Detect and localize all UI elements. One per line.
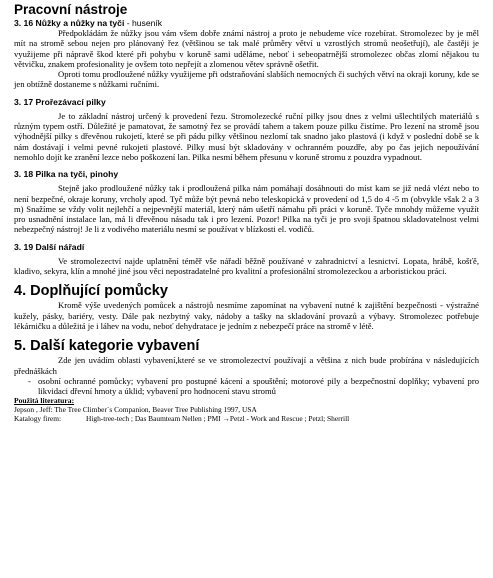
section-3-17-paragraph-1: Je to základní nástroj určený k provedení řezu. Stromolezecké ruční pilky jsou dnes z velmi ušlechtilých materiálů s různým typem ostří. Důležité je pamatovat, že samotný řez se provádí tahem a takem pouze pilku čistíme. Pro lezení na stromě jsou výhodnější pilky s dřevěnou rukojetí, které se při pádu pilky většinou nezlomí tak snadno jako plastová (i když v poslední době se k nám dostávají i velmi pevné rukojeti plastové. Pilky musí být skladovány v ochranném pouzdře, aby po čas jejich nepoužívání nemohlo dojít ke zranění lezce nebo poškození lan. Pilka nesmí během přesunu v koruně stromu z pouzdra vypadnout. — [14, 110, 479, 162]
page-title: Pracovní nástroje — [14, 2, 128, 17]
section-3-16-paragraph-2: Oproti tomu prodloužené nůžky využijeme při odstraňování slabších nemocných či suchých větví na okraji koruny, kde se jen obtížně dostaneme s nůžkami ručními. — [14, 69, 479, 90]
section-4-paragraph-1: Kromě výše uvedených pomůcek a nástrojů nesmíme zapomínat na vybavení nutné k zajištění bezpečnosti - výstražné kužely, pásky, bariéry, vesty. Dále pak nezbytný vaky, nádoby a tašky na skladování provazů a výbavy. Stromolezec potřebuje lékárničku a důležitá je i láhev na vodu, neboť dehydratace je jedním z nebezpečí práce na stromě v létě. — [14, 300, 479, 331]
section-heading-3-17: 3. 17 Prořezávací pilky — [14, 96, 106, 107]
section-heading-3-16 — [14, 18, 479, 28]
section-heading-5: 5. Další kategorie vybavení — [14, 338, 200, 355]
section-3-16-paragraph-1: Předpokládám že nůžky jsou vám všem dobře známí nástroj a proto je nebudeme více rozebírat. Stromolezec by je měl mít na stromě sebou nejen pro plánovaný řez (většinou se tak malé průměry větví u vzrostlých stromů neošetřují), ale častěji je využijeme při nápravě škod které při pohybu v koruně sami uděláme, neboť i sebeopatrnější stromolezec občas zlomí nějakou tu větvičku, znakem profesionality je ovšem toto nepřejít a zlomenou větev správně ošetřit. — [14, 28, 479, 69]
list-item: - osobní ochranné pomůcky; vybavení pro postupné kácení a spouštění; motorové pily a bezpečnostní doplňky; vybavení pro likvidaci dřevní hmoty a úklid; vybavení pro hodnocení stavu stromů — [30, 376, 479, 397]
section-3-19-paragraph-1: Ve stromolezectví najde uplatnění téměř vše nářadí běžně používané v zahradnictví a lesnictví. Lopata, hrábě, košťě, kladivo, sekyra, klín a mnohé jiné jsou věci nepostradatelné pro kvalitní a profesionální stromolezeckou a arboristickou práci. — [14, 255, 479, 277]
section-heading-3-16-suffix: - huseník — [124, 18, 163, 28]
catalog-text: High-tree-tech ; Das Baumteam Nellen ; PMI →Petzl - Work and Rescue ; Petzl; Sherrill — [86, 414, 350, 424]
catalog-row — [14, 414, 479, 423]
section-heading-4: 4. Doplňující pomůcky — [14, 283, 168, 300]
section-3-18-paragraph-1: Stejně jako prodloužené nůžky tak i prodloužená pilka nám pomáhají dosáhnouti do míst kam se již nedá vlézt nebo to není bezpečné, okraje koruny, vrcholy apod. Tyč může být pevná nebo teleskopická v provedení od 1,5 do 4 -5 m (obvykle však 2 a 3 m) Snažíme se vždy volit nejlehčí a nejpevnější materiál, který nám ušetří námahu při práci v koruně. Tyče mnohdy můžeme využít pro usnadnění instalace lan, má li dřevěnou násadu tak i pro lezení. Pozor! Pilka na tyči je pro svoji špatnou skladovatelnost velmi nebezpečný nástroj! Je li z vodivého materiálu nesmí se používat v blízkosti el. vodičů. — [14, 183, 479, 235]
section-heading-3-18: 3. 18 Pilka na tyči, pinohy — [14, 169, 119, 180]
section-5-list — [14, 376, 479, 397]
literature-title: Použitá literatura: — [14, 396, 75, 406]
section-heading-3-19: 3. 19 Další nářadí — [14, 241, 85, 252]
section-5-paragraph-1: Zde jen uvádím oblasti vybavení,které se ve stromolezectví používají a většina z nich bude probírána v následujících přednáškách — [14, 355, 479, 376]
literature-entry: Jepson , Jeff: The Tree Climber´s Companion, Beaver Tree Publishing 1997, USA — [14, 405, 257, 415]
catalog-label: Katalogy firem: — [14, 414, 61, 424]
section-heading-3-16-main: 3. 16 Nůžky a nůžky na tyči — [14, 18, 125, 28]
